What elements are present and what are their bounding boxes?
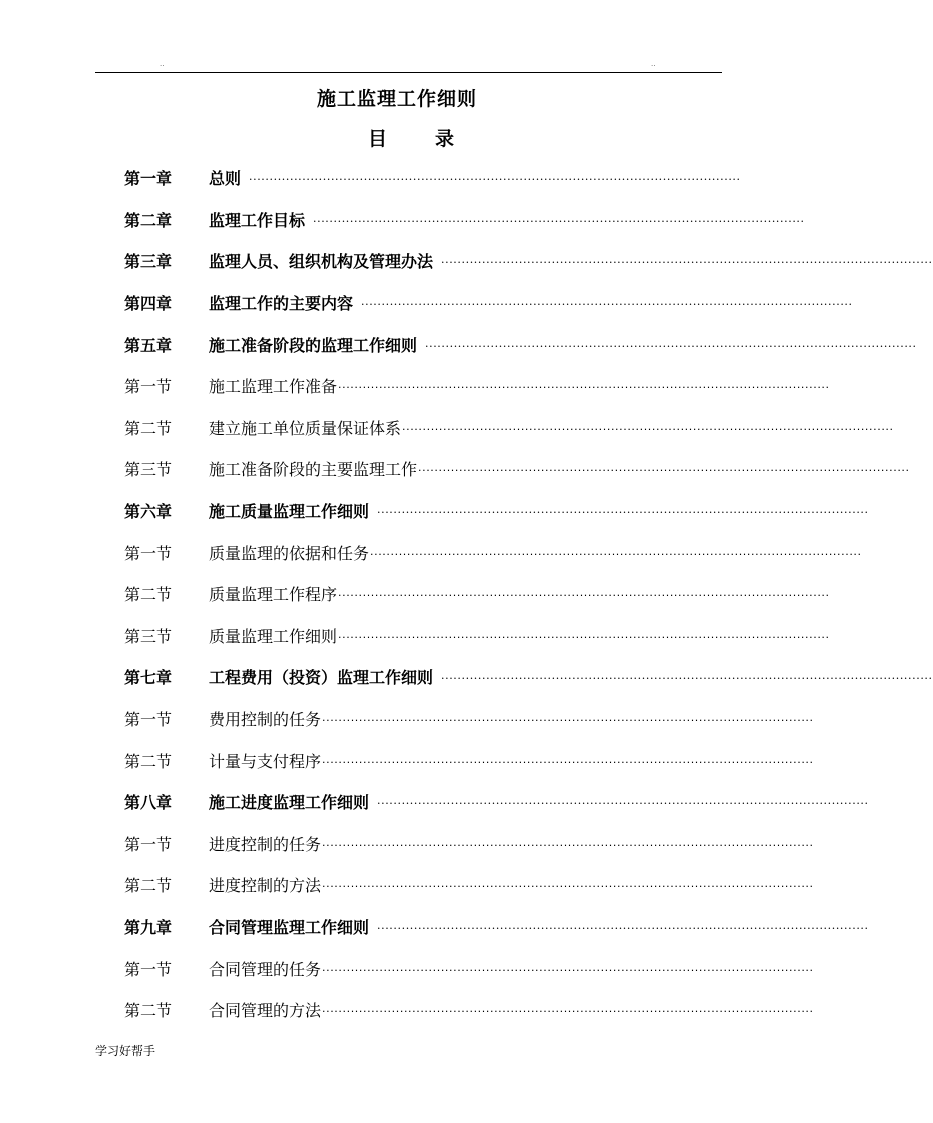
toc-entry-number: 第二节	[124, 418, 173, 438]
toc-chapter-row[interactable]	[124, 157, 741, 199]
toc-entry-title: 工程费用（投资）监理工作细则	[209, 668, 434, 688]
toc-leader-dots: ························································································································	[377, 797, 869, 811]
toc-entry-number: 第二节	[124, 585, 173, 605]
toc-entry-title: 合同管理的任务	[209, 959, 322, 979]
toc-leader-dots: ························································································································	[361, 298, 853, 312]
toc-entry-number: 第三章	[124, 252, 173, 272]
toc-section-row[interactable]	[124, 615, 830, 657]
toc-chapter-row[interactable]	[124, 490, 869, 532]
toc-leader-dots: ························································································································	[425, 339, 917, 353]
toc-leader-dots: ························································································································	[313, 214, 805, 228]
toc-leader-dots: ························································································································	[322, 963, 814, 977]
header-rule	[95, 72, 722, 73]
toc-chapter-row[interactable]	[124, 323, 917, 365]
toc-section-row[interactable]	[124, 698, 814, 740]
toc-entry-number: 第二节	[124, 1001, 173, 1021]
page-footer: 学习好帮手	[95, 1044, 156, 1058]
toc-entry-title: 计量与支付程序	[209, 751, 322, 771]
toc-section-row[interactable]	[124, 365, 830, 407]
toc-entry-number: 第一节	[124, 377, 173, 397]
toc-entry-title: 施工进度监理工作细则	[209, 793, 370, 813]
toc-entry-number: 第四章	[124, 294, 173, 314]
toc-section-row[interactable]	[124, 531, 862, 573]
toc-entry-number: 第三节	[124, 626, 173, 646]
toc-chapter-row[interactable]	[124, 906, 869, 948]
toc-leader-dots: ························································································································	[441, 672, 933, 686]
toc-heading-left: 目	[368, 128, 388, 150]
toc-leader-dots: ························································································································	[418, 464, 910, 478]
toc-leader-dots: ························································································································	[402, 422, 894, 436]
toc-section-row[interactable]	[124, 823, 814, 865]
toc-section-row[interactable]	[124, 739, 814, 781]
toc-leader-dots: ························································································································	[377, 921, 869, 935]
toc-entry-number: 第一章	[124, 169, 173, 189]
toc-entry-number: 第一节	[124, 543, 173, 563]
toc-section-row[interactable]	[124, 947, 814, 989]
toc-entry-title: 建立施工单位质量保证体系	[209, 418, 402, 438]
toc-leader-dots: ························································································································	[338, 630, 830, 644]
toc-entry-title: 施工质量监理工作细则	[209, 502, 370, 522]
toc-leader-dots: ························································································································	[322, 838, 814, 852]
toc-entry-number: 第六章	[124, 502, 173, 522]
header-mark-right: ..	[651, 60, 656, 68]
toc-entry-number: 第八章	[124, 793, 173, 813]
toc-entry-title: 费用控制的任务	[209, 710, 322, 730]
toc-entry-title: 监理人员、组织机构及管理办法	[209, 252, 434, 272]
toc-leader-dots: ························································································································	[338, 589, 830, 603]
toc-entry-number: 第五章	[124, 335, 173, 355]
toc-heading-right: 录	[435, 128, 455, 150]
toc-section-row[interactable]	[124, 573, 830, 615]
toc-entry-title: 质量监理工作细则	[209, 626, 338, 646]
toc-entry-title: 监理工作的主要内容	[209, 294, 354, 314]
toc-section-row[interactable]	[124, 448, 910, 490]
toc-entry-number: 第一节	[124, 834, 173, 854]
toc-entry-title: 合同管理的方法	[209, 1001, 322, 1021]
toc-entry-number: 第二节	[124, 876, 173, 896]
toc-leader-dots: ························································································································	[441, 256, 933, 270]
table-of-contents	[124, 157, 933, 1030]
toc-leader-dots: ························································································································	[338, 381, 830, 395]
header-mark-left: ..	[160, 60, 165, 68]
toc-entry-number: 第一节	[124, 959, 173, 979]
toc-entry-title: 监理工作目标	[209, 210, 306, 230]
toc-section-row[interactable]	[124, 864, 814, 906]
toc-entry-number: 第二章	[124, 210, 173, 230]
toc-entry-title: 进度控制的任务	[209, 834, 322, 854]
toc-entry-number: 第九章	[124, 917, 173, 937]
toc-entry-title: 质量监理的依据和任务	[209, 543, 370, 563]
toc-leader-dots: ························································································································	[370, 547, 862, 561]
toc-chapter-row[interactable]	[124, 781, 869, 823]
toc-entry-title: 总则	[209, 169, 242, 189]
toc-section-row[interactable]	[124, 989, 814, 1031]
toc-entry-title: 施工准备阶段的监理工作细则	[209, 335, 418, 355]
toc-entry-title: 施工准备阶段的主要监理工作	[209, 460, 418, 480]
toc-chapter-row[interactable]	[124, 282, 853, 324]
toc-leader-dots: ························································································································	[249, 173, 741, 187]
toc-leader-dots: ························································································································	[377, 506, 869, 520]
toc-leader-dots: ························································································································	[322, 755, 814, 769]
toc-entry-number: 第七章	[124, 668, 173, 688]
toc-entry-title: 合同管理监理工作细则	[209, 917, 370, 937]
toc-entry-number: 第二节	[124, 751, 173, 771]
toc-entry-title: 施工监理工作准备	[209, 377, 338, 397]
toc-leader-dots: ························································································································	[322, 714, 814, 728]
toc-entry-number: 第一节	[124, 710, 173, 730]
toc-entry-number: 第三节	[124, 460, 173, 480]
toc-chapter-row[interactable]	[124, 656, 933, 698]
toc-leader-dots: ························································································································	[322, 1005, 814, 1019]
toc-leader-dots: ························································································································	[322, 880, 814, 894]
toc-chapter-row[interactable]	[124, 199, 805, 241]
document-title: 施工监理工作细则	[316, 88, 477, 110]
toc-entry-title: 质量监理工作程序	[209, 585, 338, 605]
toc-section-row[interactable]	[124, 407, 894, 449]
toc-chapter-row[interactable]	[124, 240, 933, 282]
toc-entry-title: 进度控制的方法	[209, 876, 322, 896]
toc-heading	[368, 124, 454, 151]
